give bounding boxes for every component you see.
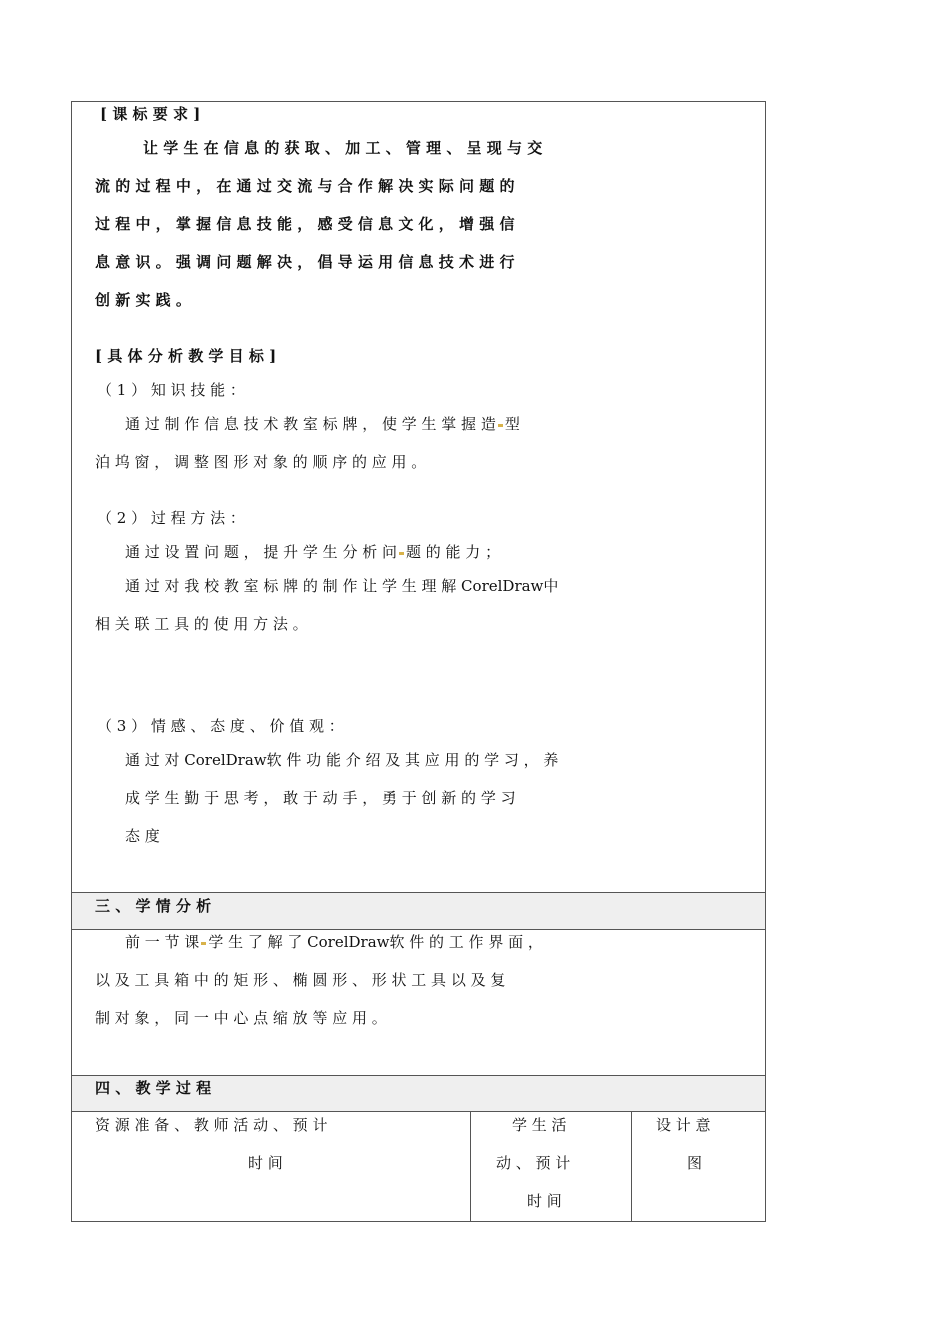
column-header-design-line-2: 图 (687, 1154, 703, 1172)
standards-heading: [ 课 标 要 求 ] (100, 105, 201, 123)
standards-line-1: 让 学 生 在 信 息 的 获 取 、 加 工 、 管 理 、 呈 现 与 交 (143, 139, 543, 157)
rule-above-section-four (71, 1075, 766, 1076)
section-four-heading: 四 、 教 学 过 程 (95, 1079, 212, 1097)
process-line-1-end: 题 的 能 力 ； (406, 543, 501, 561)
highlight-mark (201, 942, 206, 945)
column-divider-2 (631, 1111, 632, 1222)
highlight-mark (498, 424, 503, 427)
standards-line-3: 过 程 中 ， 掌 握 信 息 技 能 ， 感 受 信 息 文 化 ， 增 强 信 (95, 215, 515, 233)
standards-line-2: 流 的 过 程 中 ， 在 通 过 交 流 与 合 作 解 决 实 际 问 题 的 (95, 177, 515, 195)
knowledge-line-2: 泊 坞 窗 ， 调 整 图 形 对 象 的 顺 序 的 应 用 。 (95, 453, 427, 471)
column-header-design-line-1: 设 计 意 (656, 1116, 711, 1134)
rule-below-section-four-header (71, 1111, 766, 1112)
goals-heading: [ 具 体 分 析 教 学 目 标 ] (95, 347, 277, 365)
section-three-heading: 三 、 学 情 分 析 (95, 897, 212, 915)
column-divider-1 (470, 1111, 471, 1222)
section-three-line-1-start: 前 一 节 课 (125, 933, 200, 951)
column-header-student-line-3: 时 间 (527, 1192, 562, 1210)
process-line-3: 相 关 联 工 具 的 使 用 方 法 。 (95, 615, 308, 633)
attitude-line-1: 通 过 对 CorelDraw软 件 功 能 介 绍 及 其 应 用 的 学 习 ， 养 (125, 751, 559, 769)
attitude-line-3: 态 度 (125, 827, 160, 845)
rule-above-section-three (71, 892, 766, 893)
attitude-line-2: 成 学 生 勤 于 思 考 ， 敢 于 动 手 ， 勇 于 创 新 的 学 习 (125, 789, 516, 807)
standards-line-5: 创 新 实 践 。 (95, 291, 191, 309)
rule-below-section-three-header (71, 929, 766, 930)
section-three-line-1-rest: 学 生 了 解 了 CorelDraw软 件 的 工 作 界 面 ， (208, 933, 543, 951)
column-header-student-line-2: 动 、 预 计 (496, 1154, 571, 1172)
highlight-mark (399, 552, 404, 555)
standards-line-4: 息 意 识 。 强 调 问 题 解 决 ， 倡 导 运 用 信 息 技 术 进 行 (95, 253, 515, 271)
section-three-line-1 (125, 932, 543, 952)
knowledge-line-1 (125, 414, 520, 434)
section-three-line-2: 以 及 工 具 箱 中 的 矩 形 、 椭 圆 形 、 形 状 工 具 以 及 复 (95, 971, 506, 989)
process-line-1-text: 通 过 设 置 问 题 ， 提 升 学 生 分 析 问 (125, 543, 397, 561)
knowledge-line-1-text: 通 过 制 作 信 息 技 术 教 室 标 牌 ， 使 学 生 掌 握 造 (125, 415, 496, 433)
column-header-teacher-line-2: 时 间 (248, 1154, 283, 1172)
process-title: （ 2 ） 过 程 方 法 ： (97, 509, 245, 527)
column-header-student-line-1: 学 生 活 (512, 1116, 567, 1134)
knowledge-title: （ 1 ） 知 识 技 能 ： (97, 381, 245, 399)
section-three-line-3: 制 对 象 ， 同 一 中 心 点 缩 放 等 应 用 。 (95, 1009, 387, 1027)
column-header-teacher-line-1: 资 源 准 备 、 教 师 活 动 、 预 计 (95, 1116, 328, 1134)
process-line-2: 通 过 对 我 校 教 室 标 牌 的 制 作 让 学 生 理 解 CorelDraw中 (125, 577, 559, 595)
attitude-title: （ 3 ） 情 感 、 态 度 、 价 值 观 ： (97, 717, 344, 735)
process-line-1 (125, 542, 500, 562)
knowledge-line-1-end: 型 (504, 415, 520, 433)
